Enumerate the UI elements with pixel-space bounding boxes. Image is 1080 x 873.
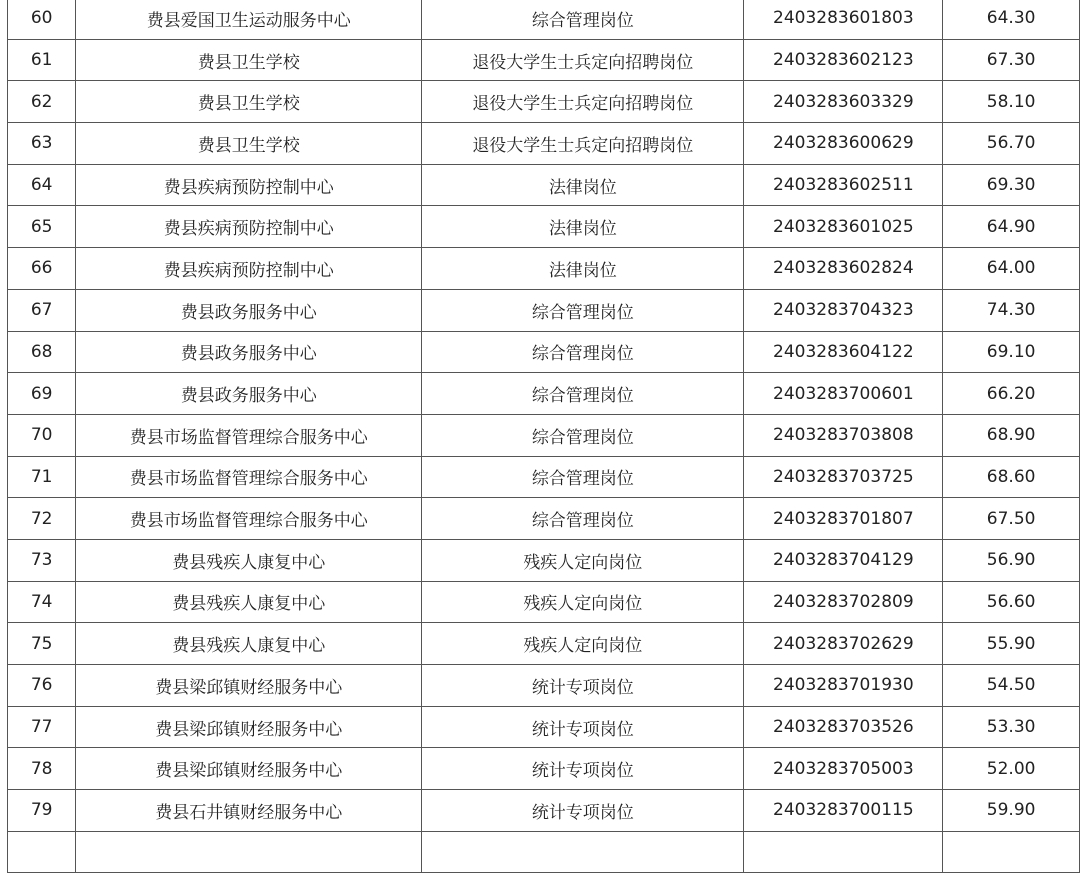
row-number-cell: 74	[8, 581, 76, 623]
exam-id-cell: 2403283602511	[744, 164, 943, 206]
score-cell: 52.00	[943, 748, 1080, 790]
score-cell: 69.10	[943, 331, 1080, 373]
score-cell: 74.30	[943, 289, 1080, 331]
position-cell: 综合管理岗位	[422, 456, 744, 498]
table-row	[8, 331, 1080, 373]
score-cell: 64.00	[943, 248, 1080, 290]
position-cell: 综合管理岗位	[422, 289, 744, 331]
table-row	[8, 248, 1080, 290]
exam-id-cell: 2403283602824	[744, 248, 943, 290]
position-cell: 综合管理岗位	[422, 498, 744, 540]
table-row	[8, 39, 1080, 81]
employer-unit-cell: 费县梁邱镇财经服务中心	[76, 706, 422, 748]
exam-id-cell: 2403283702809	[744, 581, 943, 623]
exam-id-cell: 2403283700601	[744, 373, 943, 415]
table-row	[8, 373, 1080, 415]
table-row	[8, 0, 1080, 39]
table-row	[8, 414, 1080, 456]
position-cell: 统计专项岗位	[422, 665, 744, 707]
employer-unit-cell: 费县残疾人康复中心	[76, 623, 422, 665]
score-cell: 68.60	[943, 456, 1080, 498]
exam-id-cell: 2403283705003	[744, 748, 943, 790]
results-table-body	[8, 0, 1080, 873]
exam-id-cell: 2403283604122	[744, 331, 943, 373]
employer-unit-cell: 费县卫生学校	[76, 81, 422, 123]
position-cell: 退役大学生士兵定向招聘岗位	[422, 39, 744, 81]
row-number-cell: 76	[8, 665, 76, 707]
score-cell: 58.10	[943, 81, 1080, 123]
employer-unit-cell: 费县卫生学校	[76, 123, 422, 165]
exam-id-cell: 2403283703725	[744, 456, 943, 498]
score-cell: 66.20	[943, 373, 1080, 415]
exam-id-cell: 2403283700115	[744, 790, 943, 832]
score-cell: 54.50	[943, 665, 1080, 707]
score-cell: 69.30	[943, 164, 1080, 206]
table-row	[8, 498, 1080, 540]
employer-unit-cell: 费县市场监督管理综合服务中心	[76, 498, 422, 540]
exam-id-cell: 2403283703808	[744, 414, 943, 456]
table-row	[8, 790, 1080, 832]
employer-unit-cell: 费县卫生学校	[76, 39, 422, 81]
score-cell: 67.30	[943, 39, 1080, 81]
position-cell: 统计专项岗位	[422, 790, 744, 832]
row-number-cell: 67	[8, 289, 76, 331]
position-cell: 残疾人定向岗位	[422, 581, 744, 623]
employer-unit-cell: 费县残疾人康复中心	[76, 581, 422, 623]
score-cell: 64.30	[943, 0, 1080, 39]
employer-unit-cell: 费县市场监督管理综合服务中心	[76, 456, 422, 498]
table-row	[8, 706, 1080, 748]
exam-id-cell: 2403283601025	[744, 206, 943, 248]
table-row	[8, 289, 1080, 331]
score-cell: 55.90	[943, 623, 1080, 665]
position-cell: 退役大学生士兵定向招聘岗位	[422, 123, 744, 165]
position-cell: 统计专项岗位	[422, 748, 744, 790]
exam-id-cell: 2403283703526	[744, 706, 943, 748]
position-cell: 法律岗位	[422, 248, 744, 290]
table-row	[8, 623, 1080, 665]
row-number-cell: 70	[8, 414, 76, 456]
score-cell: 56.90	[943, 539, 1080, 581]
row-number-cell: 66	[8, 248, 76, 290]
employer-unit-cell: 费县残疾人康复中心	[76, 539, 422, 581]
score-cell: 56.70	[943, 123, 1080, 165]
exam-id-cell: 2403283701930	[744, 665, 943, 707]
position-cell: 法律岗位	[422, 164, 744, 206]
row-number-cell: 78	[8, 748, 76, 790]
table-row	[8, 748, 1080, 790]
row-number-cell: 63	[8, 123, 76, 165]
employer-unit-cell: 费县疾病预防控制中心	[76, 164, 422, 206]
table-row	[8, 581, 1080, 623]
exam-id-cell: 2403283704323	[744, 289, 943, 331]
row-number-cell: 69	[8, 373, 76, 415]
exam-id-cell: 2403283600629	[744, 123, 943, 165]
employer-unit-cell: 费县石井镇财经服务中心	[76, 790, 422, 832]
exam-id-cell: 2403283602123	[744, 39, 943, 81]
exam-id-cell: 2403283704129	[744, 539, 943, 581]
row-number-cell: 77	[8, 706, 76, 748]
row-number-cell: 64	[8, 164, 76, 206]
employer-unit-cell: 费县疾病预防控制中心	[76, 248, 422, 290]
score-cell: 64.90	[943, 206, 1080, 248]
table-row	[8, 164, 1080, 206]
exam-id-cell: 2403283701807	[744, 498, 943, 540]
row-number-cell: 71	[8, 456, 76, 498]
employer-unit-cell: 费县梁邱镇财经服务中心	[76, 748, 422, 790]
position-cell: 综合管理岗位	[422, 414, 744, 456]
table-row	[8, 81, 1080, 123]
position-cell: 综合管理岗位	[422, 0, 744, 39]
position-cell: 残疾人定向岗位	[422, 539, 744, 581]
position-cell: 综合管理岗位	[422, 373, 744, 415]
row-number-cell: 65	[8, 206, 76, 248]
score-cell: 67.50	[943, 498, 1080, 540]
row-number-cell: 72	[8, 498, 76, 540]
row-number-cell: 73	[8, 539, 76, 581]
position-cell: 法律岗位	[422, 206, 744, 248]
table-row	[8, 206, 1080, 248]
position-cell: 综合管理岗位	[422, 331, 744, 373]
position-cell: 统计专项岗位	[422, 706, 744, 748]
employer-unit-cell: 费县梁邱镇财经服务中心	[76, 665, 422, 707]
row-number-cell: 79	[8, 790, 76, 832]
row-number-cell: 62	[8, 81, 76, 123]
row-number-cell: 75	[8, 623, 76, 665]
row-number-cell: 60	[8, 0, 76, 39]
exam-id-cell: 2403283702629	[744, 623, 943, 665]
position-cell: 残疾人定向岗位	[422, 623, 744, 665]
position-cell: 退役大学生士兵定向招聘岗位	[422, 81, 744, 123]
employer-unit-cell: 费县政务服务中心	[76, 289, 422, 331]
employer-unit-cell: 费县爱国卫生运动服务中心	[76, 0, 422, 39]
score-cell: 68.90	[943, 414, 1080, 456]
exam-id-cell: 2403283603329	[744, 81, 943, 123]
employer-unit-cell: 费县政务服务中心	[76, 331, 422, 373]
employer-unit-cell: 费县市场监督管理综合服务中心	[76, 414, 422, 456]
score-cell: 59.90	[943, 790, 1080, 832]
score-cell: 56.60	[943, 581, 1080, 623]
employer-unit-cell: 费县疾病预防控制中心	[76, 206, 422, 248]
exam-id-cell: 2403283601803	[744, 0, 943, 39]
employer-unit-cell: 费县政务服务中心	[76, 373, 422, 415]
score-cell: 53.30	[943, 706, 1080, 748]
table-row	[8, 665, 1080, 707]
row-number-cell: 68	[8, 331, 76, 373]
table-row	[8, 123, 1080, 165]
table-row	[8, 539, 1080, 581]
table-row	[8, 456, 1080, 498]
results-table	[7, 0, 1080, 873]
row-number-cell: 61	[8, 39, 76, 81]
